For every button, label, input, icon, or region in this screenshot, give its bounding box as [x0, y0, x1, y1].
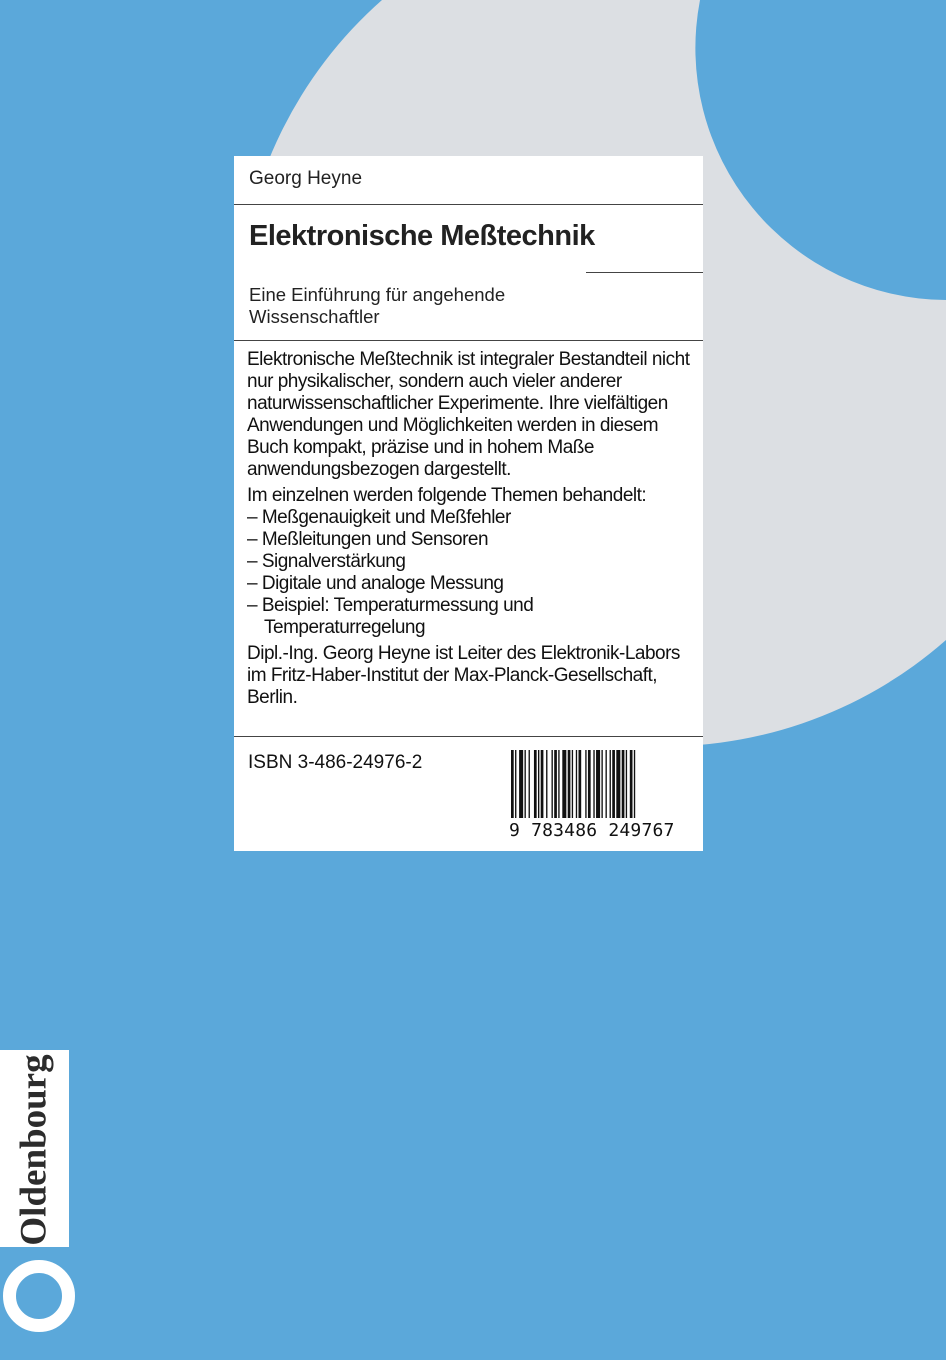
barcode-bar	[579, 750, 582, 818]
barcode-bar	[601, 750, 602, 818]
subtitle-line: Wissenschaftler	[249, 306, 380, 327]
author-bio: Dipl.-Ing. Georg Heyne ist Leiter des Elektronik-Labors im Fritz-Haber-Institut der Max-Planck-Gesellschaft, Berlin.	[247, 643, 680, 708]
book-subtitle	[249, 284, 689, 328]
barcode-bar	[596, 750, 600, 818]
barcode-bar	[552, 750, 553, 818]
barcode-bar	[630, 750, 633, 818]
barcode-bar	[511, 750, 514, 818]
barcode-bar	[622, 750, 625, 818]
topic-item: – Signalverstärkung	[247, 551, 406, 572]
barcode-bar	[576, 750, 577, 818]
author-name: Georg Heyne	[249, 168, 363, 189]
barcode-bar	[612, 750, 615, 818]
divider	[234, 204, 703, 205]
topics-intro: Im einzelnen werden folgende Themen behandelt:	[247, 485, 647, 506]
description-paragraph: Elektronische Meßtechnik ist integraler Bestandteil nicht nur physikalischer, sondern auch vieler anderer naturwissenschaftlicher Experimente. Ihre vielfältigen Anwendungen und Möglichkeiten werden in diesem Buch kompakt, präzise und in hohem Maße anwendungsbezogen dargestellt.	[247, 349, 690, 480]
publisher-name: Oldenbourg	[13, 1054, 55, 1246]
divider	[586, 272, 703, 273]
subtitle-line: Eine Einführung für angehende	[249, 284, 506, 305]
barcode-bar	[568, 750, 571, 818]
barcode-bar	[610, 750, 611, 818]
description-block	[247, 349, 697, 713]
barcode-number: 9 783486 249767	[509, 820, 675, 841]
barcode-bar	[525, 750, 526, 818]
barcode-bar	[593, 750, 594, 818]
barcode-bar	[616, 750, 620, 818]
barcode-bar	[546, 750, 547, 818]
publisher-logo	[0, 1050, 69, 1247]
topic-item: – Digitale und analoge Messung	[247, 573, 504, 594]
barcode-bar	[562, 750, 566, 818]
barcode-bar	[519, 750, 523, 818]
barcode-bar	[538, 750, 539, 818]
barcode-bar	[572, 750, 573, 818]
barcode-bar	[541, 750, 544, 818]
book-title: Elektronische Meßtechnik	[249, 220, 595, 252]
topic-item: – Meßgenauigkeit und Meßfehler	[247, 507, 511, 528]
barcode-bar	[634, 750, 635, 818]
barcode-bar	[529, 750, 530, 818]
barcode	[509, 750, 699, 818]
barcode-bar	[515, 750, 516, 818]
barcode-bar	[534, 750, 537, 818]
publisher-ring-icon	[3, 1260, 75, 1332]
back-cover-panel	[234, 156, 703, 851]
topic-item: – Meßleitungen und Sensoren	[247, 529, 489, 550]
barcode-bar	[606, 750, 607, 818]
divider	[234, 340, 703, 341]
divider	[234, 736, 703, 737]
barcode-bar	[554, 750, 557, 818]
barcode-bar	[585, 750, 586, 818]
barcode-bar	[558, 750, 559, 818]
barcode-bar	[626, 750, 627, 818]
topics-list	[247, 507, 697, 639]
topic-item: – Beispiel: Temperaturmessung und Temperaturregelung	[247, 595, 534, 638]
barcode-bar	[588, 750, 591, 818]
isbn-label: ISBN 3-486-24976-2	[248, 752, 423, 773]
